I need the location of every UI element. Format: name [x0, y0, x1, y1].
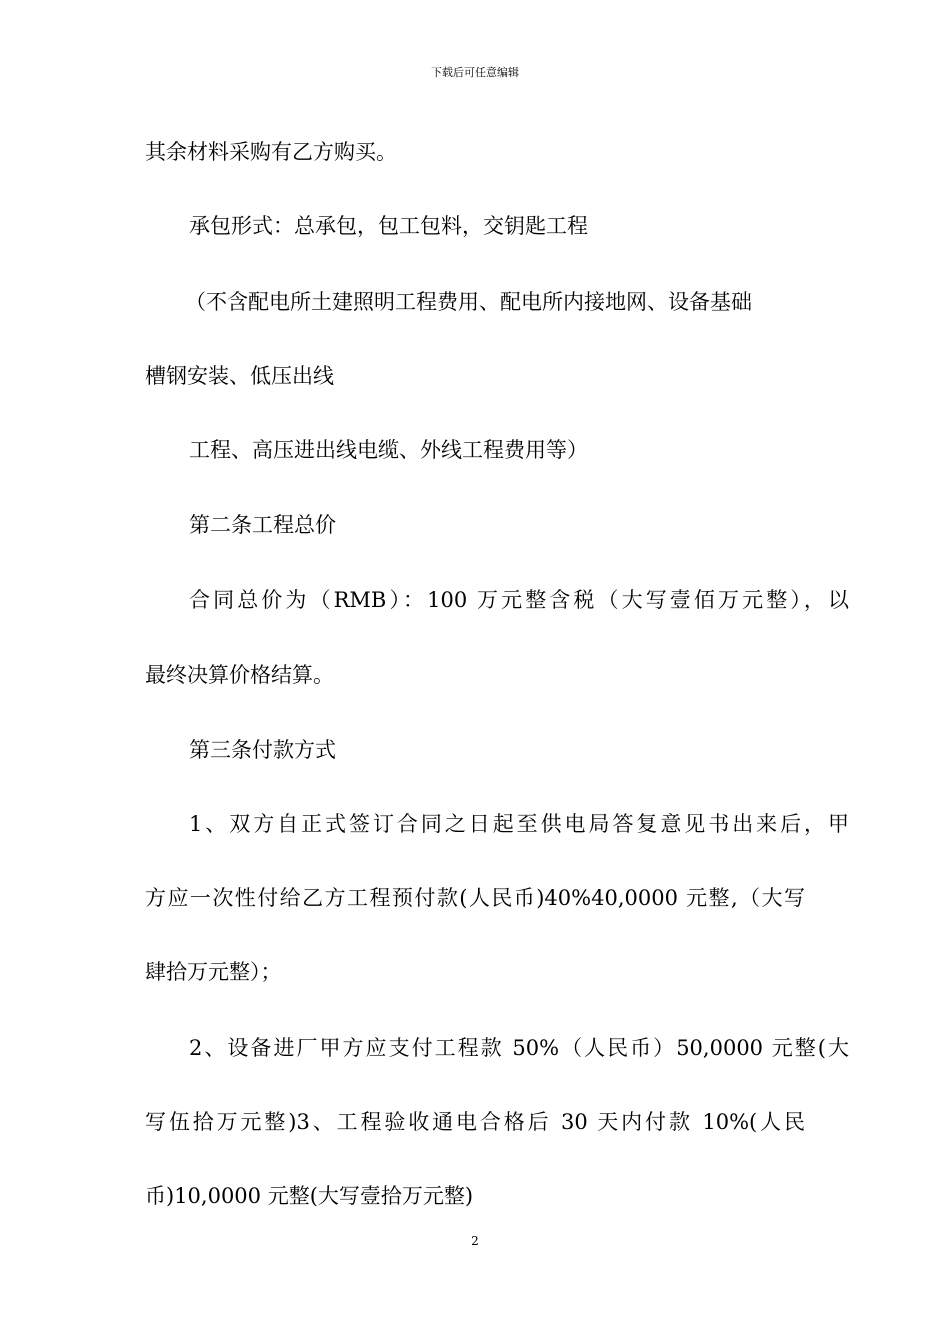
paragraph-line: 2、设备进厂甲方应支付工程款 50%（人民币）50,0000 元整(大: [189, 1036, 849, 1060]
paragraph-line: 合同总价为（RMB）：100 万元整含税（大写壹佰万元整），以: [189, 588, 849, 612]
paragraph-line: 写伍拾万元整)3、工程验收通电合格后 30 天内付款 10%(人民: [145, 1110, 805, 1134]
paragraph-line: 其余材料采购有乙方购买。: [145, 140, 397, 164]
paragraph-line: 肆拾万元整）；: [145, 960, 282, 984]
paragraph-line: 承包形式：总承包，包工包料，交钥匙工程: [189, 214, 588, 238]
paragraph-line: （不含配电所土建照明工程费用、配电所内接地网、设备基础: [185, 290, 752, 314]
page-header: 下载后可任意编辑: [431, 66, 519, 79]
paragraph-line: 工程、高压进出线电缆、外线工程费用等）: [189, 438, 588, 462]
paragraph-line: 币)10,0000 元整(大写壹拾万元整): [145, 1184, 474, 1208]
paragraph-line: 槽钢安装、低压出线: [145, 364, 334, 388]
paragraph-line: 1、双方自正式签订合同之日起至供电局答复意见书出来后，甲: [189, 812, 849, 836]
page-number: 2: [471, 1234, 479, 1248]
section-heading: 第二条工程总价: [189, 513, 336, 537]
paragraph-line: 最终决算价格结算。: [145, 663, 334, 687]
section-heading: 第三条付款方式: [189, 738, 336, 762]
paragraph-line: 方应一次性付给乙方工程预付款(人民币)40%40,0000 元整,（大写: [145, 886, 805, 910]
